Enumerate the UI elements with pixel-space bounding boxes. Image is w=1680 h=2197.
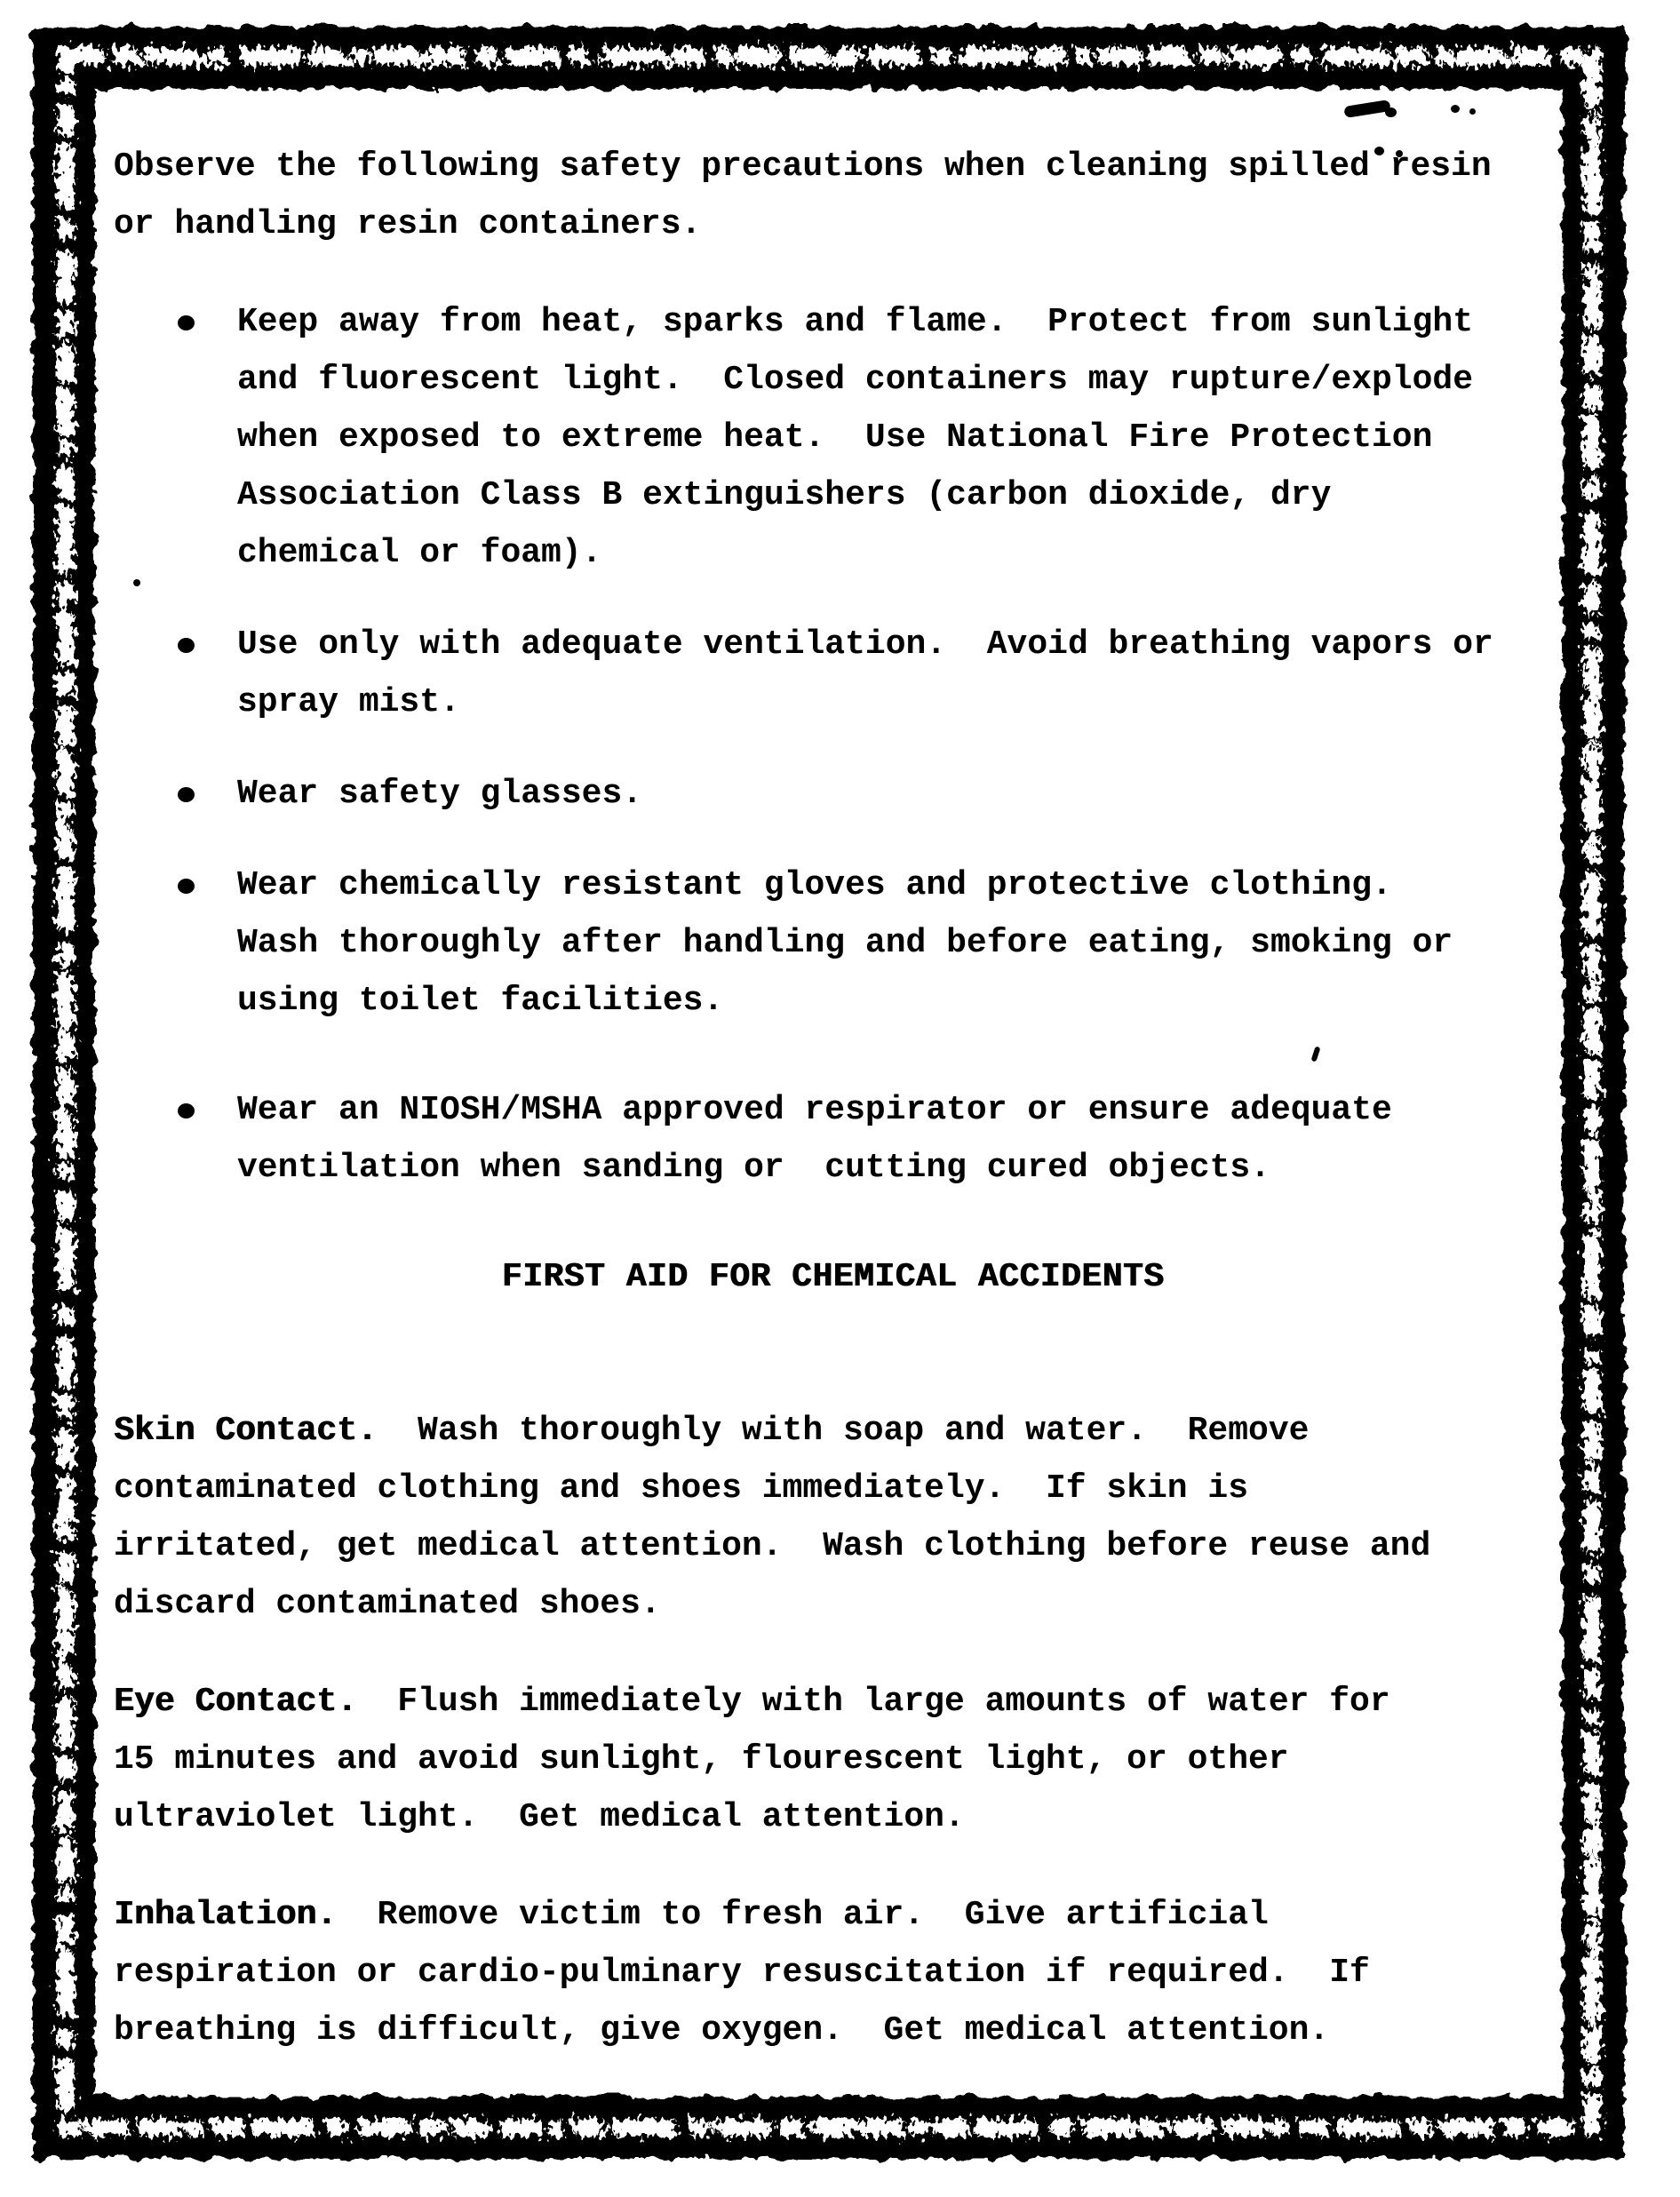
text-line: discard contaminated shoes. xyxy=(114,1585,661,1623)
bullet-icon xyxy=(178,315,195,330)
text-line: Wear an NIOSH/MSHA approved respirator or ensure adequate xyxy=(237,1091,1392,1129)
text-line: and fluorescent light. Closed containers may rupture/explode xyxy=(237,361,1474,399)
text-line: ventilation when sanding or cutting cured objects. xyxy=(237,1149,1270,1187)
bullet-item xyxy=(114,616,1552,731)
text-line: Keep away from heat, sparks and flame. Protect from sunlight xyxy=(237,303,1474,341)
text-line: Wear chemically resistant gloves and protective clothing. xyxy=(237,866,1392,904)
bullet-item xyxy=(114,856,1552,1030)
bullet-item xyxy=(114,293,1552,582)
section-lead: Eye Contact. xyxy=(114,1683,357,1721)
section-lead-rest: Flush immediately with large amounts of water for xyxy=(356,1683,1390,1721)
text-line: using toilet facilities. xyxy=(237,982,724,1020)
section-lead: Skin Contact. xyxy=(114,1412,378,1450)
text-line: spray mist. xyxy=(237,683,460,721)
text-line xyxy=(114,1886,1552,1944)
page-content xyxy=(92,89,1565,2090)
text-line: irritated, get medical attention. Wash clothing before reuse and xyxy=(114,1527,1431,1565)
text-line: 15 minutes and avoid sunlight, flourescent light, or other xyxy=(114,1740,1289,1779)
bullet-icon xyxy=(178,1103,195,1118)
section-lead-rest: Remove victim to fresh air. Give artificial xyxy=(336,1896,1269,1934)
text-line: breathing is difficult, give oxygen. Get medical attention. xyxy=(114,2011,1330,2050)
first-aid-section xyxy=(114,1886,1552,2059)
text-line: Observe the following safety precautions when cleaning spilled resin xyxy=(114,147,1492,186)
first-aid-section xyxy=(114,1402,1552,1633)
text-line: Wear safety glasses. xyxy=(237,775,643,813)
section-lead-rest: Wash thoroughly with soap and water. Remove xyxy=(377,1412,1310,1450)
text-line: when exposed to extreme heat. Use National Fire Protection xyxy=(237,418,1433,457)
first-aid-heading: FIRST AID FOR CHEMICAL ACCIDENTS xyxy=(501,1258,1165,1296)
text-line xyxy=(114,1402,1552,1460)
bullet-icon xyxy=(178,787,195,802)
text-line: or handling resin containers. xyxy=(114,205,702,243)
text-line: respiration or cardio-pulminary resuscitation if required. If xyxy=(114,1954,1370,1992)
text-line: ultraviolet light. Get medical attention. xyxy=(114,1798,965,1836)
text-line: Use only with adequate ventilation. Avoid breathing vapors or xyxy=(237,625,1493,664)
text-line: Wash thoroughly after handling and before eating, smoking or xyxy=(237,924,1453,962)
text-line: contaminated clothing and shoes immediately. If skin is xyxy=(114,1469,1249,1508)
bullet-icon xyxy=(178,879,195,894)
bullet-item xyxy=(114,765,1552,823)
safety-bullet-list xyxy=(114,293,1552,1197)
first-aid-sections xyxy=(114,1402,1552,2059)
bullet-icon xyxy=(178,638,195,653)
text-line: chemical or foam). xyxy=(237,534,602,572)
first-aid-section xyxy=(114,1673,1552,1846)
intro-paragraph xyxy=(114,138,1552,253)
section-lead: Inhalation. xyxy=(114,1896,337,1934)
text-line xyxy=(114,1673,1552,1731)
bullet-item xyxy=(114,1081,1552,1197)
text-line: Association Class B extinguishers (carbon dioxide, dry xyxy=(237,476,1332,514)
